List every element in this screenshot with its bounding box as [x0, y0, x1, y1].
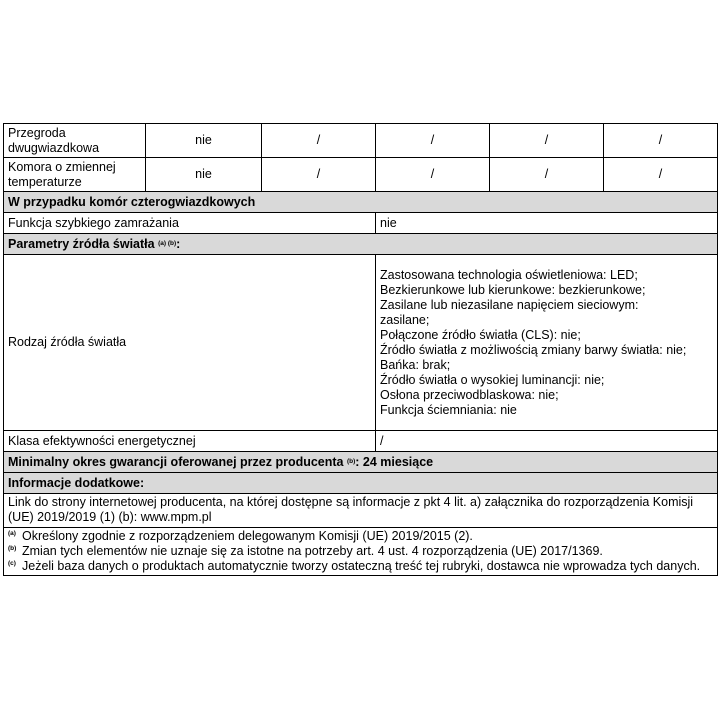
compartment-name: Komora o zmiennej temperaturze — [4, 158, 146, 192]
light-type-label: Rodzaj źródła światła — [4, 255, 376, 431]
footnotes-row — [4, 528, 718, 576]
compartment-row — [4, 124, 718, 158]
light-feature: Zasilane lub niezasilane napięciem sieciowym: — [380, 297, 639, 312]
footnotes-cell — [4, 528, 718, 576]
light-feature: zasilane; — [380, 312, 430, 327]
light-params-header — [4, 234, 718, 255]
compartment-value: / — [604, 124, 718, 158]
footnote-mark: (b) — [8, 545, 17, 552]
light-feature: Funkcja ściemniania: nie — [380, 402, 517, 417]
footnote-ref: (b) — [346, 457, 356, 465]
light-feature: Bezkierunkowe lub kierunkowe: bezkierunkowe; — [380, 282, 646, 297]
light-feature: Osłona przeciwodblaskowa: nie; — [380, 387, 559, 402]
compartment-value: / — [262, 158, 376, 192]
compartment-value: nie — [146, 158, 262, 192]
footnote — [8, 544, 713, 559]
compartment-value: / — [376, 124, 490, 158]
footnote-ref: (a) (b) — [158, 239, 177, 247]
light-feature: Połączone źródło światła (CLS): nie; — [380, 327, 581, 342]
light-params-title: Parametry źródła światła — [8, 236, 155, 251]
fast-freeze-value: nie — [376, 213, 718, 234]
fiche-table — [3, 123, 718, 576]
additional-info-header: Informacje dodatkowe: — [4, 473, 718, 494]
fast-freeze-row — [4, 213, 718, 234]
warranty-row — [4, 452, 718, 473]
light-type-row — [4, 255, 718, 431]
light-feature: Bańka: brak; — [380, 357, 451, 372]
light-feature: Źródło światła z możliwością zmiany barwy światła: nie; — [380, 342, 687, 357]
compartment-value: / — [376, 158, 490, 192]
warranty-cell — [4, 452, 718, 473]
compartment-row — [4, 158, 718, 192]
energy-class-row — [4, 431, 718, 452]
light-feature: Zastosowana technologia oświetleniowa: LED; — [380, 267, 638, 282]
footnote-text: Zmian tych elementów nie uznaje się za istotne na potrzeby art. 4 ust. 4 rozporządzenia (UE) 2017/1369. — [22, 544, 603, 558]
product-information-sheet — [3, 123, 717, 576]
fast-freeze-label: Funkcja szybkiego zamrażania — [4, 213, 376, 234]
warranty-value: : 24 miesiące — [355, 454, 434, 469]
footnote-mark: (a) — [8, 530, 16, 537]
compartment-value: / — [490, 124, 604, 158]
light-type-features — [376, 255, 718, 431]
warranty-text: Minimalny okres gwarancji oferowanej przez producenta — [8, 454, 344, 469]
light-feature: Źródło światła o wysokiej luminancji: nie; — [380, 372, 605, 387]
section-header-row — [4, 192, 718, 213]
footnote — [8, 559, 713, 574]
footnote-text: Określony zgodnie z rozporządzeniem delegowanym Komisji (UE) 2019/2015 (2). — [22, 529, 473, 543]
compartment-value: / — [490, 158, 604, 192]
footnote — [8, 529, 713, 544]
section-header-row — [4, 473, 718, 494]
link-row — [4, 494, 718, 528]
four-star-header: W przypadku komór czterogwiazdkowych — [4, 192, 718, 213]
compartment-name: Przegroda dwugwiazdkowa — [4, 124, 146, 158]
energy-class-label: Klasa efektywności energetycznej — [4, 431, 376, 452]
compartment-value: nie — [146, 124, 262, 158]
energy-class-value: / — [376, 431, 718, 452]
manufacturer-link-text: Link do strony internetowej producenta, na której dostępne są informacje z pkt 4 lit. a) załącznika do rozporządzenia Komisji (UE) 2019/2019 (1) (b): www.mpm.pl — [4, 494, 718, 528]
light-params-suffix: : — [176, 236, 181, 251]
compartment-value: / — [262, 124, 376, 158]
section-header-row — [4, 234, 718, 255]
footnote-text: Jeżeli baza danych o produktach automatycznie tworzy ostateczną treść tej rubryki, dostawca nie wprowadza tych danych. — [22, 559, 701, 573]
footnote-mark: (c) — [8, 560, 16, 567]
compartment-value: / — [604, 158, 718, 192]
